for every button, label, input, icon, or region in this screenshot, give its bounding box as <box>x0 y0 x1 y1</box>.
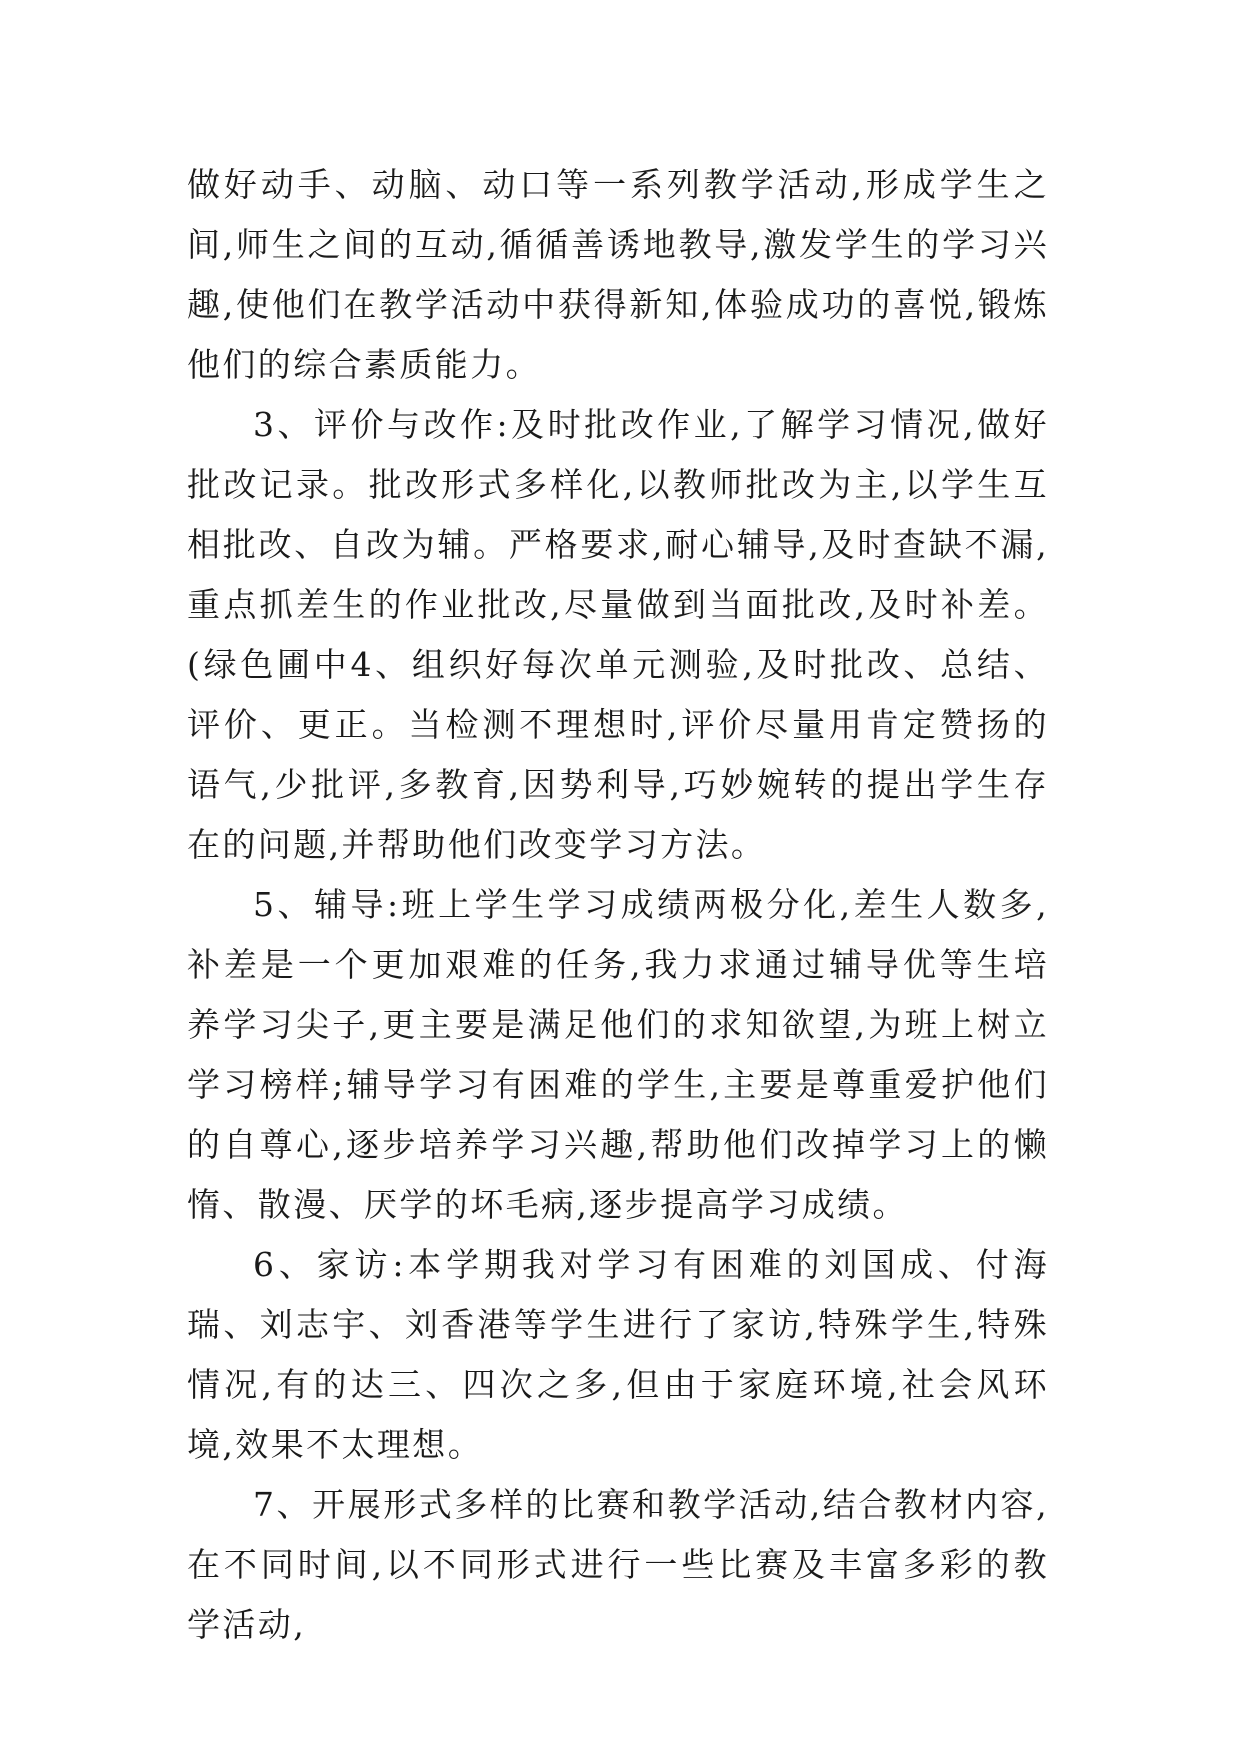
paragraph-continuation: 做好动手、动脑、动口等一系列教学活动,形成学生之间,师生之间的互动,循循善诱地教导,激发学生的学习兴趣,使他们在教学活动中获得新知,体验成功的喜悦,锻炼他们的综合素质能力。 <box>187 165 1049 384</box>
paragraph-competitions: 7、开展形式多样的比赛和教学活动,结合教材内容,在不同时间,以不同形式进行一些比赛及丰富多彩的教学活动, <box>187 1485 1049 1644</box>
body-text <box>187 155 1049 1655</box>
paragraph-evaluation-and-correction: 3、评价与改作:及时批改作业,了解学习情况,做好批改记录。批改形式多样化,以教师批改为主,以学生互相批改、自改为辅。严格要求,耐心辅导,及时查缺不漏,重点抓差生的作业批改,尽量做到当面批改,及时补差。(绿色圃中4、组织好每次单元测验,及时批改、总结、评价、更正。当检测不理想时,评价尽量用肯定赞扬的语气,少批评,多教育,因势利导,巧妙婉转的提出学生存在的问题,并帮助他们改变学习方法。 <box>187 405 1049 864</box>
paragraph-home-visits: 6、家访:本学期我对学习有困难的刘国成、付海瑞、刘志宇、刘香港等学生进行了家访,特殊学生,特殊情况,有的达三、四次之多,但由于家庭环境,社会风环境,效果不太理想。 <box>187 1245 1049 1464</box>
paragraph-tutoring: 5、辅导:班上学生学习成绩两极分化,差生人数多,补差是一个更加艰难的任务,我力求通过辅导优等生培养学习尖子,更主要是满足他们的求知欲望,为班上树立学习榜样;辅导学习有困难的学生,主要是尊重爱护他们的自尊心,逐步培养学习兴趣,帮助他们改掉学习上的懒惰、散漫、厌学的坏毛病,逐步提高学习成绩。 <box>187 885 1049 1224</box>
